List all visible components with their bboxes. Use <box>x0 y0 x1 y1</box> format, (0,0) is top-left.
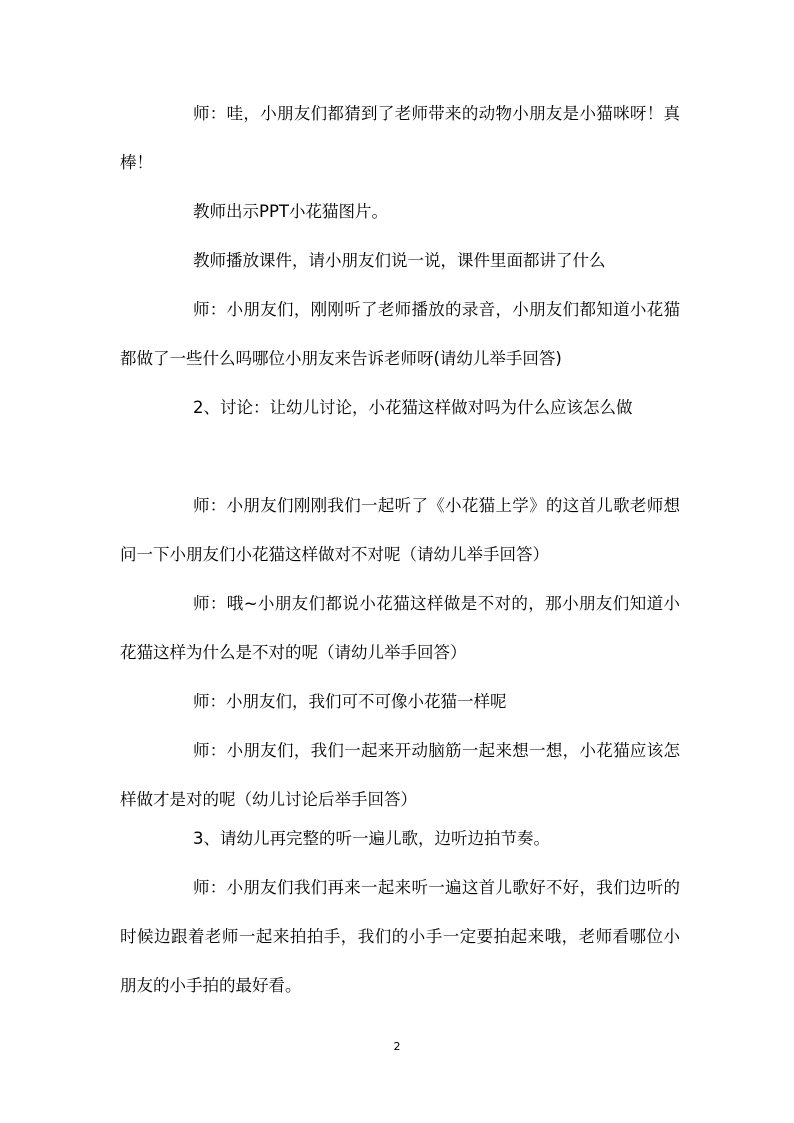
paragraph: 教师出示PPT小花猫图片。 <box>193 202 388 221</box>
page-number: 2 <box>393 1040 401 1053</box>
paragraph: 师：小朋友们，刚刚听了老师播放的录音，小朋友们都知道小花猫都做了一些什么吗哪位小朋友来告诉老师呀(请幼儿举手回答) <box>120 300 680 368</box>
paragraph: 师：小朋友们刚刚我们一起听了《小花猫上学》的这首儿歌老师想问一下小朋友们小花猫这样做对不对呢（请幼儿举手回答） <box>120 496 680 564</box>
paragraph: 师：小朋友们，我们一起来开动脑筋一起来想一想，小花猫应该怎样做才是对的呢（幼儿讨论后举手回答） <box>120 741 680 809</box>
section-heading-paragraph: 2、讨论：让幼儿讨论，小花猫这样做对吗为什么应该怎么做 <box>193 398 633 417</box>
paragraph: 教师播放课件，请小朋友们说一说，课件里面都讲了什么 <box>193 251 606 270</box>
section-heading-paragraph: 3、请幼儿再完整的听一遍儿歌，边听边拍节奏。 <box>193 829 550 848</box>
paragraph: 师：小朋友们我们再来一起来听一遍这首儿歌好不好，我们边听的时候边跟着老师一起来拍拍手，我们的小手一定要拍起来哦，老师看哪位小朋友的小手拍的最好看。 <box>120 878 680 995</box>
paragraph: 师：哦~小朋友们都说小花猫这样做是不对的，那小朋友们知道小花猫这样为什么是不对的呢（请幼儿举手回答） <box>120 594 680 662</box>
paragraph: 师：小朋友们，我们可不可像小花猫一样呢 <box>193 692 507 711</box>
paragraph: 师：哇，小朋友们都猜到了老师带来的动物小朋友是小猫咪呀！真棒！ <box>120 104 680 172</box>
